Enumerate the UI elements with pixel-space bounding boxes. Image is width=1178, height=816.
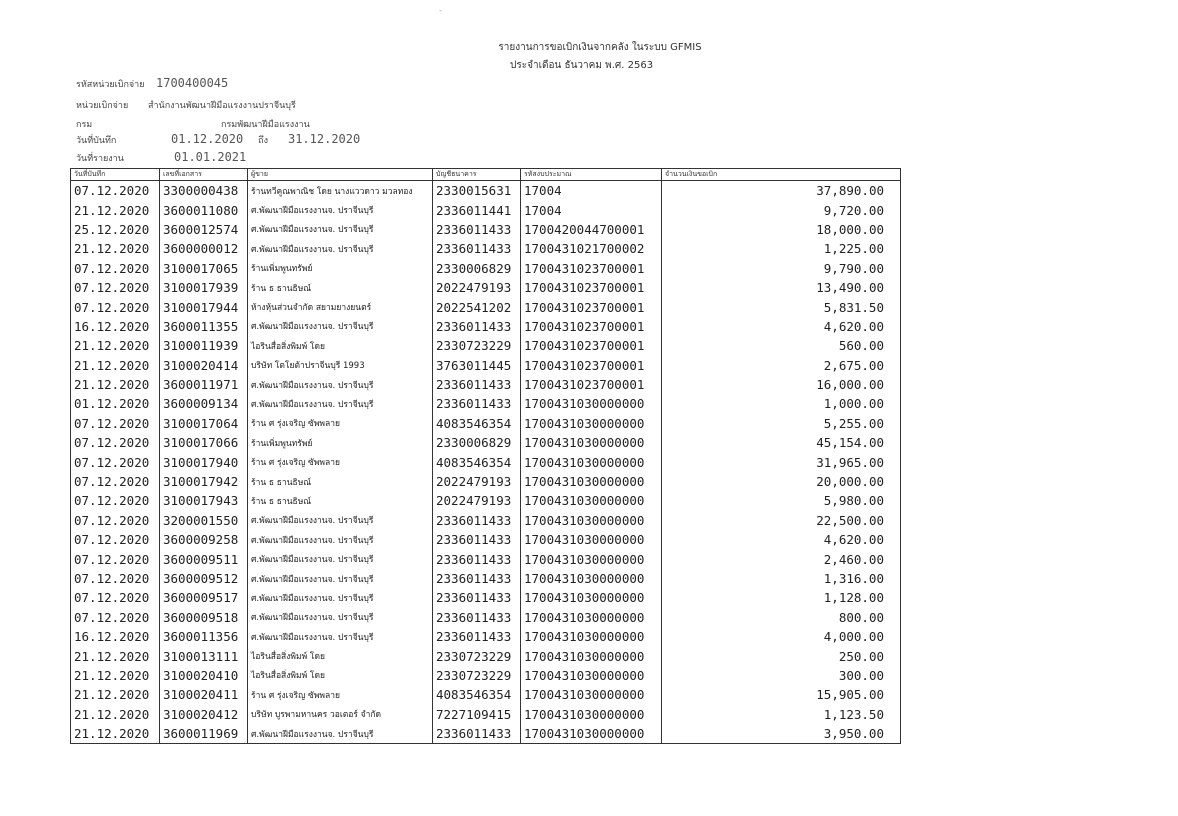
cell-bank-account: 4083546354 (433, 414, 521, 433)
report-title: รายงานการขอเบิกเงินจากคลัง ในระบบ GFMIS (498, 42, 702, 53)
cell-amount: 16,000.00 (662, 375, 901, 394)
meta-record-date-label: วันที่บันทึก (76, 136, 117, 146)
cell-document-no: 3600009258 (160, 530, 248, 549)
cell-vendor: ไอรินสื่อสิ่งพิมพ์ โดย (248, 666, 433, 685)
cell-bank-account: 2022479193 (433, 491, 521, 510)
cell-record-date: 16.12.2020 (71, 317, 160, 336)
table-row (71, 588, 901, 607)
table-body (71, 181, 901, 744)
meta-record-date-to-label: ถึง (258, 136, 268, 146)
cell-budget-code: 17004 (521, 200, 662, 219)
cell-record-date: 07.12.2020 (71, 511, 160, 530)
table-header-row (71, 169, 901, 181)
cell-document-no: 3600011080 (160, 200, 248, 219)
cell-record-date: 07.12.2020 (71, 278, 160, 297)
cell-budget-code: 1700431030000000 (521, 491, 662, 510)
cell-amount: 1,316.00 (662, 569, 901, 588)
disbursement-table (70, 168, 901, 744)
cell-vendor: ศ.พัฒนาฝีมือแรงงานจ. ปราจีนบุรี (248, 530, 433, 549)
cell-vendor: ร้านเพิ่มพูนทรัพย์ (248, 259, 433, 278)
cell-record-date: 07.12.2020 (71, 608, 160, 627)
cell-record-date: 07.12.2020 (71, 588, 160, 607)
cell-budget-code: 1700431021700002 (521, 239, 662, 258)
cell-record-date: 21.12.2020 (71, 375, 160, 394)
meta-report-date-value: 01.01.2021 (174, 150, 247, 164)
cell-record-date: 21.12.2020 (71, 646, 160, 665)
cell-amount: 4,620.00 (662, 317, 901, 336)
col-amount: จำนวนเงินขอเบิก (662, 169, 901, 181)
cell-document-no: 3600011971 (160, 375, 248, 394)
table-row (71, 317, 901, 336)
cell-amount: 1,225.00 (662, 239, 901, 258)
table-row (71, 452, 901, 471)
cell-amount: 5,255.00 (662, 414, 901, 433)
cell-bank-account: 2022479193 (433, 278, 521, 297)
table-row (71, 433, 901, 452)
table-row (71, 394, 901, 413)
cell-vendor: ศ.พัฒนาฝีมือแรงงานจ. ปราจีนบุรี (248, 569, 433, 588)
table-row (71, 375, 901, 394)
cell-amount: 9,720.00 (662, 200, 901, 219)
cell-budget-code: 1700431030000000 (521, 530, 662, 549)
cell-budget-code: 1700431030000000 (521, 705, 662, 724)
cell-amount: 250.00 (662, 646, 901, 665)
table-row (71, 278, 901, 297)
cell-amount: 560.00 (662, 336, 901, 355)
cell-vendor: ศ.พัฒนาฝีมือแรงงานจ. ปราจีนบุรี (248, 511, 433, 530)
meta-report-date-label: วันที่รายงาน (76, 154, 124, 164)
cell-budget-code: 1700431030000000 (521, 433, 662, 452)
cell-bank-account: 2022479193 (433, 472, 521, 491)
cell-vendor: ศ.พัฒนาฝีมือแรงงานจ. ปราจีนบุรี (248, 200, 433, 219)
cell-vendor: ศ.พัฒนาฝีมือแรงงานจ. ปราจีนบุรี (248, 588, 433, 607)
cell-record-date: 07.12.2020 (71, 491, 160, 510)
meta-report-date (76, 150, 246, 165)
meta-record-date-to: 31.12.2020 (287, 132, 361, 146)
cell-bank-account: 2336011433 (433, 394, 521, 413)
table-row (71, 608, 901, 627)
cell-vendor: ร้าน ศ รุ่งเจริญ ซัพพลาย (248, 414, 433, 433)
cell-document-no: 3100020411 (160, 685, 248, 704)
cell-document-no: 3600009518 (160, 608, 248, 627)
table-row (71, 472, 901, 491)
cell-budget-code: 1700431023700001 (521, 356, 662, 375)
cell-bank-account: 7227109415 (433, 705, 521, 724)
cell-bank-account: 2330015631 (433, 181, 521, 201)
table-row (71, 724, 901, 744)
cell-document-no: 3100017940 (160, 452, 248, 471)
cell-bank-account: 3763011445 (433, 356, 521, 375)
cell-document-no: 3100020414 (160, 356, 248, 375)
cell-budget-code: 1700431030000000 (521, 394, 662, 413)
cell-budget-code: 1700431030000000 (521, 414, 662, 433)
cell-vendor: ร้าน ธ ธานธิษณ์ (248, 278, 433, 297)
cell-record-date: 07.12.2020 (71, 472, 160, 491)
cell-amount: 5,980.00 (662, 491, 901, 510)
cell-record-date: 21.12.2020 (71, 705, 160, 724)
cell-bank-account: 2336011433 (433, 608, 521, 627)
cell-bank-account: 2330006829 (433, 259, 521, 278)
cell-document-no: 3100011939 (160, 336, 248, 355)
cell-vendor: ร้าน ธ ธานธิษณ์ (248, 491, 433, 510)
cell-vendor: ศ.พัฒนาฝีมือแรงงานจ. ปราจีนบุรี (248, 394, 433, 413)
table-row (71, 549, 901, 568)
cell-vendor: ศ.พัฒนาฝีมือแรงงานจ. ปราจีนบุรี (248, 317, 433, 336)
cell-record-date: 07.12.2020 (71, 569, 160, 588)
cell-vendor: ร้าน ศ รุ่งเจริญ ซัพพลาย (248, 685, 433, 704)
cell-vendor: ศ.พัฒนาฝีมือแรงงานจ. ปราจีนบุรี (248, 549, 433, 568)
cell-record-date: 07.12.2020 (71, 549, 160, 568)
cell-vendor: ร้าน ศ รุ่งเจริญ ซัพพลาย (248, 452, 433, 471)
meta-department-label: กรม (76, 120, 93, 130)
cell-record-date: 07.12.2020 (71, 530, 160, 549)
cell-amount: 300.00 (662, 666, 901, 685)
cell-budget-code: 1700431023700001 (521, 278, 662, 297)
report-header (440, 40, 760, 71)
cell-document-no: 3200001550 (160, 511, 248, 530)
cell-vendor: บริษัท บูรพามหานคร วอเตอร์ จำกัด (248, 705, 433, 724)
cell-bank-account: 2336011433 (433, 588, 521, 607)
cell-vendor: บริษัท โตโยต้าปราจีนบุรี 1993 (248, 356, 433, 375)
cell-bank-account: 2336011433 (433, 627, 521, 646)
cell-amount: 22,500.00 (662, 511, 901, 530)
table-row (71, 356, 901, 375)
cell-budget-code: 1700420044700001 (521, 220, 662, 239)
table-row (71, 259, 901, 278)
cell-budget-code: 1700431030000000 (521, 569, 662, 588)
col-vendor: ผู้ขาย (248, 169, 433, 181)
cell-record-date: 01.12.2020 (71, 394, 160, 413)
col-budget-code: รหัสงบประมาณ (521, 169, 662, 181)
cell-amount: 45,154.00 (662, 433, 901, 452)
cell-vendor: ไอรินสื่อสิ่งพิมพ์ โดย (248, 646, 433, 665)
cell-bank-account: 2336011433 (433, 220, 521, 239)
meta-unit-code-value: 1700400045 (156, 76, 229, 90)
cell-bank-account: 2336011433 (433, 569, 521, 588)
cell-budget-code: 1700431023700001 (521, 336, 662, 355)
meta-record-date-from: 01.12.2020 (171, 132, 244, 146)
table-row (71, 336, 901, 355)
cell-amount: 9,790.00 (662, 259, 901, 278)
cell-record-date: 07.12.2020 (71, 259, 160, 278)
meta-department-value: กรมพัฒนาฝีมือแรงงาน (221, 120, 310, 130)
cell-document-no: 3100017939 (160, 278, 248, 297)
cell-document-no: 3600011356 (160, 627, 248, 646)
cell-budget-code: 1700431030000000 (521, 511, 662, 530)
cell-document-no: 3600009512 (160, 569, 248, 588)
cell-vendor: ร้าน ธ ธานธิษณ์ (248, 472, 433, 491)
cell-bank-account: 2330723229 (433, 336, 521, 355)
report-period: ประจำเดือน ธันวาคม พ.ศ. 2563 (510, 60, 654, 71)
cell-budget-code: 1700431023700001 (521, 259, 662, 278)
table-row (71, 297, 901, 316)
table-row (71, 569, 901, 588)
table-row (71, 627, 901, 646)
table-row (71, 511, 901, 530)
cell-budget-code: 1700431030000000 (521, 627, 662, 646)
cell-bank-account: 2336011433 (433, 530, 521, 549)
cell-budget-code: 1700431030000000 (521, 549, 662, 568)
table-row (71, 220, 901, 239)
cell-vendor: ศ.พัฒนาฝีมือแรงงานจ. ปราจีนบุรี (248, 627, 433, 646)
cell-vendor: ศ.พัฒนาฝีมือแรงงานจ. ปราจีนบุรี (248, 608, 433, 627)
cell-document-no: 3600009517 (160, 588, 248, 607)
table-row (71, 685, 901, 704)
cell-bank-account: 2336011433 (433, 239, 521, 258)
cell-record-date: 25.12.2020 (71, 220, 160, 239)
cell-budget-code: 1700431023700001 (521, 297, 662, 316)
cell-record-date: 07.12.2020 (71, 414, 160, 433)
cell-amount: 18,000.00 (662, 220, 901, 239)
cell-budget-code: 1700431023700001 (521, 317, 662, 336)
cell-document-no: 3600012574 (160, 220, 248, 239)
cell-vendor: ร้านทวีคูณพาณิช โดย นางแววดาว มวลทอง (248, 181, 433, 201)
cell-budget-code: 17004 (521, 181, 662, 201)
cell-document-no: 3100020412 (160, 705, 248, 724)
meta-unit-label: หน่วยเบิกจ่าย (76, 101, 129, 111)
cell-budget-code: 1700431030000000 (521, 608, 662, 627)
cell-document-no: 3600009511 (160, 549, 248, 568)
cell-budget-code: 1700431030000000 (521, 685, 662, 704)
col-bank-account: บัญชีธนาคาร (433, 169, 521, 181)
table-row (71, 646, 901, 665)
cell-amount: 2,460.00 (662, 549, 901, 568)
cell-record-date: 07.12.2020 (71, 181, 160, 201)
cell-record-date: 21.12.2020 (71, 200, 160, 219)
cell-document-no: 3600000012 (160, 239, 248, 258)
cell-record-date: 21.12.2020 (71, 239, 160, 258)
cell-bank-account: 2330006829 (433, 433, 521, 452)
cell-document-no: 3100017064 (160, 414, 248, 433)
cell-record-date: 21.12.2020 (71, 724, 160, 744)
cell-document-no: 3100020410 (160, 666, 248, 685)
table-row (71, 200, 901, 219)
cell-bank-account: 4083546354 (433, 452, 521, 471)
cell-budget-code: 1700431030000000 (521, 666, 662, 685)
cell-bank-account: 2022541202 (433, 297, 521, 316)
table-row (71, 530, 901, 549)
table-row (71, 705, 901, 724)
cell-bank-account: 2336011433 (433, 724, 521, 744)
cell-document-no: 3100017065 (160, 259, 248, 278)
cell-bank-account: 2336011433 (433, 375, 521, 394)
cell-budget-code: 1700431023700001 (521, 375, 662, 394)
cell-document-no: 3100017943 (160, 491, 248, 510)
table-row (71, 414, 901, 433)
cell-bank-account: 2336011433 (433, 317, 521, 336)
cell-bank-account: 2330723229 (433, 646, 521, 665)
cell-budget-code: 1700431030000000 (521, 472, 662, 491)
cell-amount: 4,000.00 (662, 627, 901, 646)
cell-record-date: 07.12.2020 (71, 297, 160, 316)
cell-amount: 5,831.50 (662, 297, 901, 316)
table-row (71, 239, 901, 258)
meta-department (76, 117, 310, 131)
cell-record-date: 21.12.2020 (71, 666, 160, 685)
cell-amount: 15,905.00 (662, 685, 901, 704)
cell-vendor: ศ.พัฒนาฝีมือแรงงานจ. ปราจีนบุรี (248, 239, 433, 258)
cell-record-date: 07.12.2020 (71, 452, 160, 471)
cell-amount: 1,123.50 (662, 705, 901, 724)
col-record-date: วันที่บันทึก (71, 169, 160, 181)
cell-bank-account: 2336011433 (433, 549, 521, 568)
cell-amount: 1,000.00 (662, 394, 901, 413)
meta-record-date (76, 132, 360, 147)
cell-document-no: 3100013111 (160, 646, 248, 665)
cell-vendor: ศ.พัฒนาฝีมือแรงงานจ. ปราจีนบุรี (248, 724, 433, 744)
col-document-no: เลขที่เอกสาร (160, 169, 248, 181)
cell-bank-account: 2330723229 (433, 666, 521, 685)
cell-amount: 800.00 (662, 608, 901, 627)
cell-budget-code: 1700431030000000 (521, 724, 662, 744)
meta-unit-code-label: รหัสหน่วยเบิกจ่าย (76, 80, 145, 90)
cell-record-date: 21.12.2020 (71, 685, 160, 704)
cell-vendor: ร้านเพิ่มพูนทรัพย์ (248, 433, 433, 452)
cell-budget-code: 1700431030000000 (521, 452, 662, 471)
cell-document-no: 3600009134 (160, 394, 248, 413)
cell-amount: 31,965.00 (662, 452, 901, 471)
cell-record-date: 21.12.2020 (71, 336, 160, 355)
meta-unit-value: สำนักงานพัฒนาฝีมือแรงงานปราจีนบุรี (148, 101, 296, 111)
cell-document-no: 3600011969 (160, 724, 248, 744)
cell-vendor: ไอรินสื่อสิ่งพิมพ์ โดย (248, 336, 433, 355)
cell-vendor: ศ.พัฒนาฝีมือแรงงานจ. ปราจีนบุรี (248, 375, 433, 394)
cell-document-no: 3100017944 (160, 297, 248, 316)
cell-amount: 13,490.00 (662, 278, 901, 297)
cell-document-no: 3600011355 (160, 317, 248, 336)
cell-record-date: 21.12.2020 (71, 356, 160, 375)
cell-amount: 4,620.00 (662, 530, 901, 549)
meta-unit-code (76, 76, 228, 91)
cell-vendor: ศ.พัฒนาฝีมือแรงงานจ. ปราจีนบุรี (248, 220, 433, 239)
table-row (71, 181, 901, 201)
cell-amount: 3,950.00 (662, 724, 901, 744)
cell-budget-code: 1700431030000000 (521, 646, 662, 665)
meta-unit (76, 98, 296, 112)
cell-amount: 37,890.00 (662, 181, 901, 201)
scan-mark: - (439, 6, 442, 15)
cell-amount: 1,128.00 (662, 588, 901, 607)
cell-amount: 2,675.00 (662, 356, 901, 375)
cell-document-no: 3100017066 (160, 433, 248, 452)
cell-document-no: 3100017942 (160, 472, 248, 491)
table-row (71, 491, 901, 510)
cell-bank-account: 2336011433 (433, 511, 521, 530)
cell-amount: 20,000.00 (662, 472, 901, 491)
cell-document-no: 3300000438 (160, 181, 248, 201)
cell-budget-code: 1700431030000000 (521, 588, 662, 607)
cell-record-date: 16.12.2020 (71, 627, 160, 646)
cell-record-date: 07.12.2020 (71, 433, 160, 452)
cell-bank-account: 4083546354 (433, 685, 521, 704)
table-row (71, 666, 901, 685)
cell-vendor: ห้างหุ้นส่วนจำกัด สยามยางยนตร์ (248, 297, 433, 316)
cell-bank-account: 2336011441 (433, 200, 521, 219)
